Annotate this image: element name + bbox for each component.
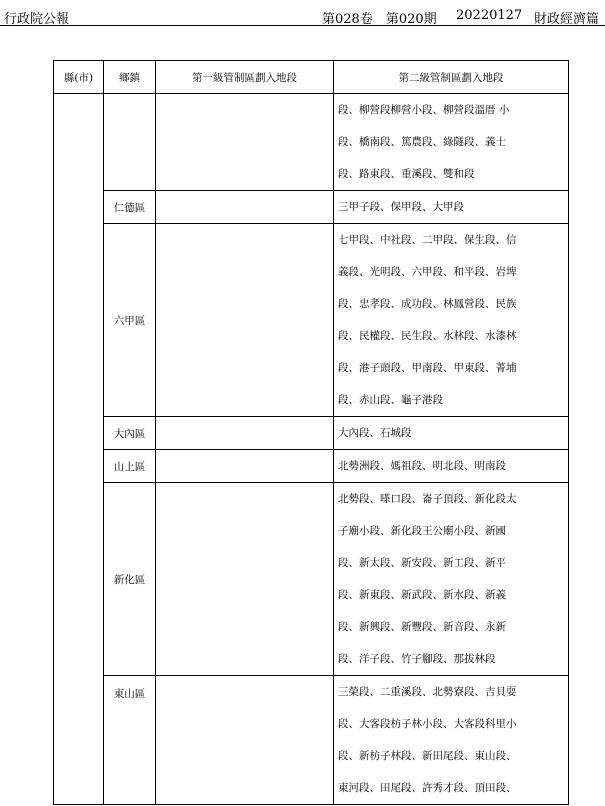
level1-cell (156, 94, 334, 191)
table-row (54, 191, 569, 224)
table-row (54, 94, 569, 191)
publication-title: 行政院公報 (4, 12, 70, 27)
level2-line: 段、新枋子林段、新田尾段、東山段、 (338, 750, 517, 762)
county-cell (54, 94, 104, 805)
table-row (54, 676, 569, 805)
level2-line: 段、洋子段、竹子腳段、那拔林段 (338, 653, 496, 665)
level2-line: 三榮段、二重溪段、北勢寮段、吉貝耍 (338, 686, 517, 698)
level2-line: 段、柳營段柳營小段、柳營段溫厝 小 (338, 104, 510, 116)
level2-cell (334, 676, 569, 805)
level1-cell (156, 483, 334, 676)
township-cell (104, 94, 156, 191)
level2-line: 北勢段、嗏口段、崙子頂段、新化段太 (338, 493, 517, 505)
section-name: 財政經濟篇 (534, 12, 600, 27)
column-header-township: 鄉鎮 (104, 61, 156, 94)
table-row (54, 417, 569, 450)
header-rule (0, 25, 605, 26)
township-cell: 新化區 (104, 483, 156, 676)
column-header-county: 縣(市) (54, 61, 104, 94)
level2-line: 段、民權段、民生段、水林段、水漆林 (338, 330, 517, 342)
land-section-table (53, 60, 569, 805)
level1-cell (156, 450, 334, 483)
level1-cell (156, 191, 334, 224)
level2-line: 段、新東段、新武段、新水段、新義 (338, 589, 506, 601)
township-cell: 大內區 (104, 417, 156, 450)
level1-cell (156, 676, 334, 805)
level2-line: 大內段、石城段 (338, 427, 412, 439)
issue-date: 20220127 (456, 8, 523, 23)
table-row (54, 224, 569, 417)
level2-line: 東河段、田尾段、許秀才段、頂田段、 (338, 782, 517, 794)
level2-cell (334, 417, 569, 450)
level2-cell (334, 191, 569, 224)
level2-line: 義段、光明段、六甲段、和平段、岩埤 (338, 266, 517, 278)
level1-cell (156, 417, 334, 450)
column-header-level2: 第二級管制區劃入地段 (334, 61, 569, 94)
level2-line: 北勢洲段、媽祖段、明北段、明南段 (338, 460, 506, 472)
level2-line: 段、大客段枋子林小段、大客段科里小 (338, 718, 517, 730)
township-cell: 仁德區 (104, 191, 156, 224)
level2-cell (334, 94, 569, 191)
table-header-row (54, 61, 569, 94)
level2-cell (334, 450, 569, 483)
level2-line: 段、赤山段、龜子港段 (338, 394, 443, 406)
table-row (54, 450, 569, 483)
level2-line: 段、路東段、重溪段、雙和段 (338, 168, 475, 180)
level1-cell (156, 224, 334, 417)
level2-line: 段、新興段、新豐段、新音段、永新 (338, 621, 506, 633)
level2-line: 子廟小段、新化段王公廟小段、新國 (338, 525, 506, 537)
township-cell: 山上區 (104, 450, 156, 483)
volume-issue: 第028卷 第020期 (322, 12, 437, 27)
level2-line: 段、橋南段、篤農段、綠隧段、義士 (338, 136, 506, 148)
level2-cell (334, 224, 569, 417)
column-header-level1: 第一級管制區劃入地段 (156, 61, 334, 94)
level2-line: 七甲段、中社段、二甲段、保生段、信 (338, 234, 517, 246)
level2-cell (334, 483, 569, 676)
page-header (0, 0, 605, 26)
level2-line: 段、新太段、新安段、新工段、新平 (338, 557, 506, 569)
level2-line: 三甲子段、保甲段、大甲段 (338, 201, 464, 213)
township-cell: 六甲區 (104, 224, 156, 417)
level2-line: 段、港子頭段、甲南段、甲東段、菁埔 (338, 362, 517, 374)
level2-line: 段、忠孝段、成功段、林鳳營段、民族 (338, 298, 517, 310)
township-cell: 東山區 (104, 676, 156, 805)
table-row (54, 483, 569, 676)
